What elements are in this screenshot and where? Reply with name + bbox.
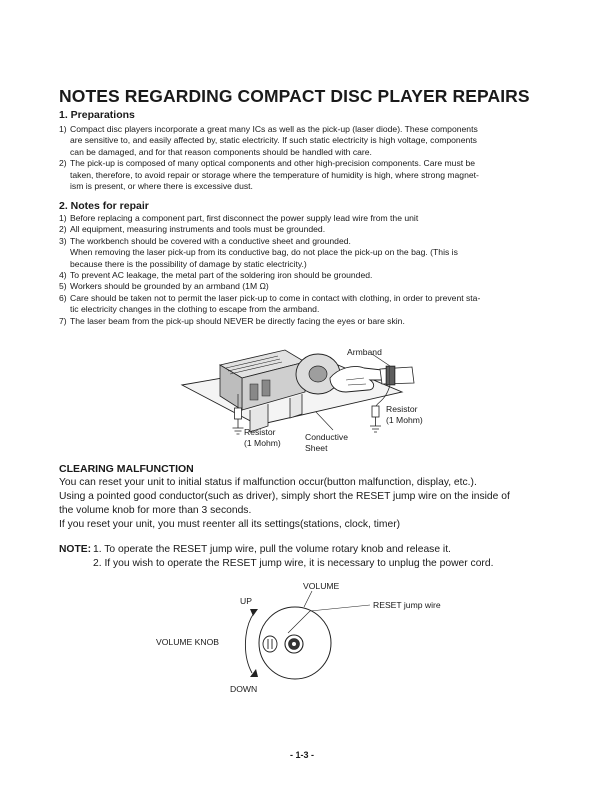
- conductive-sheet-label-2: Sheet: [305, 443, 328, 453]
- list-item: [59, 293, 553, 316]
- item-text: Workers should be grounded by an armband (1M Ω): [70, 281, 269, 292]
- clearing-line: Using a pointed good conductor(such as driver), simply short the RESET jump wire on the inside of: [59, 491, 510, 502]
- preparations-list: [59, 124, 553, 192]
- resistor-right-value: (1 Mohm): [386, 415, 423, 425]
- clearing-line: the volume knob for more than 3 seconds.: [59, 505, 252, 516]
- list-item: [59, 270, 553, 281]
- grounding-illustration: [150, 340, 450, 460]
- list-item: [59, 124, 553, 158]
- item-text: To prevent AC leakage, the metal part of the soldering iron should be grounded.: [70, 270, 373, 281]
- item-text: can be damaged, and for that reason components should be handled with care.: [70, 146, 372, 157]
- page-number: - 1-3 -: [290, 750, 315, 760]
- list-item: [59, 158, 553, 192]
- clearing-text: [59, 476, 559, 532]
- down-label: DOWN: [230, 684, 258, 694]
- resistor-left-value: (1 Mohm): [244, 438, 281, 448]
- note-line-1: 1. To operate the RESET jump wire, pull the volume rotary knob and release it.: [93, 544, 451, 555]
- item-text: All equipment, measuring instruments and tools must be grounded.: [70, 224, 326, 235]
- item-text: ism is present, or where there is excessive dust.: [70, 181, 253, 192]
- item-number: 1): [59, 213, 67, 223]
- armband-label: Armband: [347, 347, 382, 357]
- volume-label: VOLUME: [303, 581, 340, 591]
- conductive-sheet-label: Conductive: [305, 432, 348, 442]
- item-text: because there is the possibility of damage by static electricity.): [70, 258, 307, 269]
- item-text: are sensitive to, and easily affected by, static electricity. If such static electricity is high voltage, components: [70, 135, 477, 146]
- resistor-right-label: Resistor: [386, 404, 418, 414]
- item-number: 5): [59, 281, 67, 292]
- clearing-line: You can reset your unit to initial status if malfunction occur(button malfunction, display, etc.).: [59, 477, 477, 488]
- resistor-left-label: Resistor: [244, 427, 276, 437]
- item-number: 3): [59, 235, 67, 246]
- repair-list: [59, 213, 553, 327]
- clearing-heading: CLEARING MALFUNCTION: [59, 463, 194, 475]
- page-title: NOTES REGARDING COMPACT DISC PLAYER REPAIRS: [59, 86, 530, 106]
- up-label: UP: [240, 596, 252, 606]
- item-number: 6): [59, 292, 67, 303]
- item-number: 1): [59, 124, 67, 134]
- volume-knob-label: VOLUME KNOB: [156, 637, 220, 647]
- item-number: 2): [59, 158, 67, 169]
- reset-jump-wire-label: RESET jump wire: [373, 600, 441, 610]
- repair-heading: 2. Notes for repair: [59, 200, 149, 212]
- item-text: The laser beam from the pick-up should NEVER be directly facing the eyes or bare skin.: [70, 315, 405, 326]
- item-text: The pick-up is composed of many optical components and other high-precision components. Care must be: [70, 158, 476, 169]
- list-item: [59, 236, 553, 270]
- item-text: tic electricity changes in the clothing to escape from the armband.: [70, 304, 320, 315]
- note-line-2: 2. If you wish to operate the RESET jump wire, it is necessary to unplug the power cord.: [93, 558, 494, 569]
- list-item: [59, 316, 553, 327]
- item-number: 4): [59, 270, 67, 281]
- list-item: [59, 213, 553, 224]
- note-label: NOTE:: [59, 544, 92, 555]
- list-item: [59, 224, 553, 235]
- item-text: Compact disc players incorporate a great many ICs as well as the pick-up (laser diode). These components: [70, 124, 478, 134]
- item-text: Before replacing a component part, first disconnect the power supply lead wire from the unit: [70, 213, 419, 223]
- item-number: 2): [59, 224, 67, 235]
- item-text: Care should be taken not to permit the laser pick-up to come in contact with clothing, in order to prevent sta-: [70, 292, 481, 303]
- preparations-heading: 1. Preparations: [59, 109, 135, 121]
- item-text: The workbench should be covered with a conductive sheet and grounded.: [70, 235, 351, 246]
- list-item: [59, 281, 553, 292]
- clearing-line: If you reset your unit, you must reenter all its settings(stations, clock, timer): [59, 519, 401, 530]
- item-text: taken, therefore, to avoid repair or storage where the temperature of humidity is high, where strong magnet-: [70, 169, 479, 180]
- item-text: When removing the laser pick-up from its conductive bag, do not place the pick-up on the bag. (This is: [70, 247, 458, 258]
- item-number: 7): [59, 315, 67, 326]
